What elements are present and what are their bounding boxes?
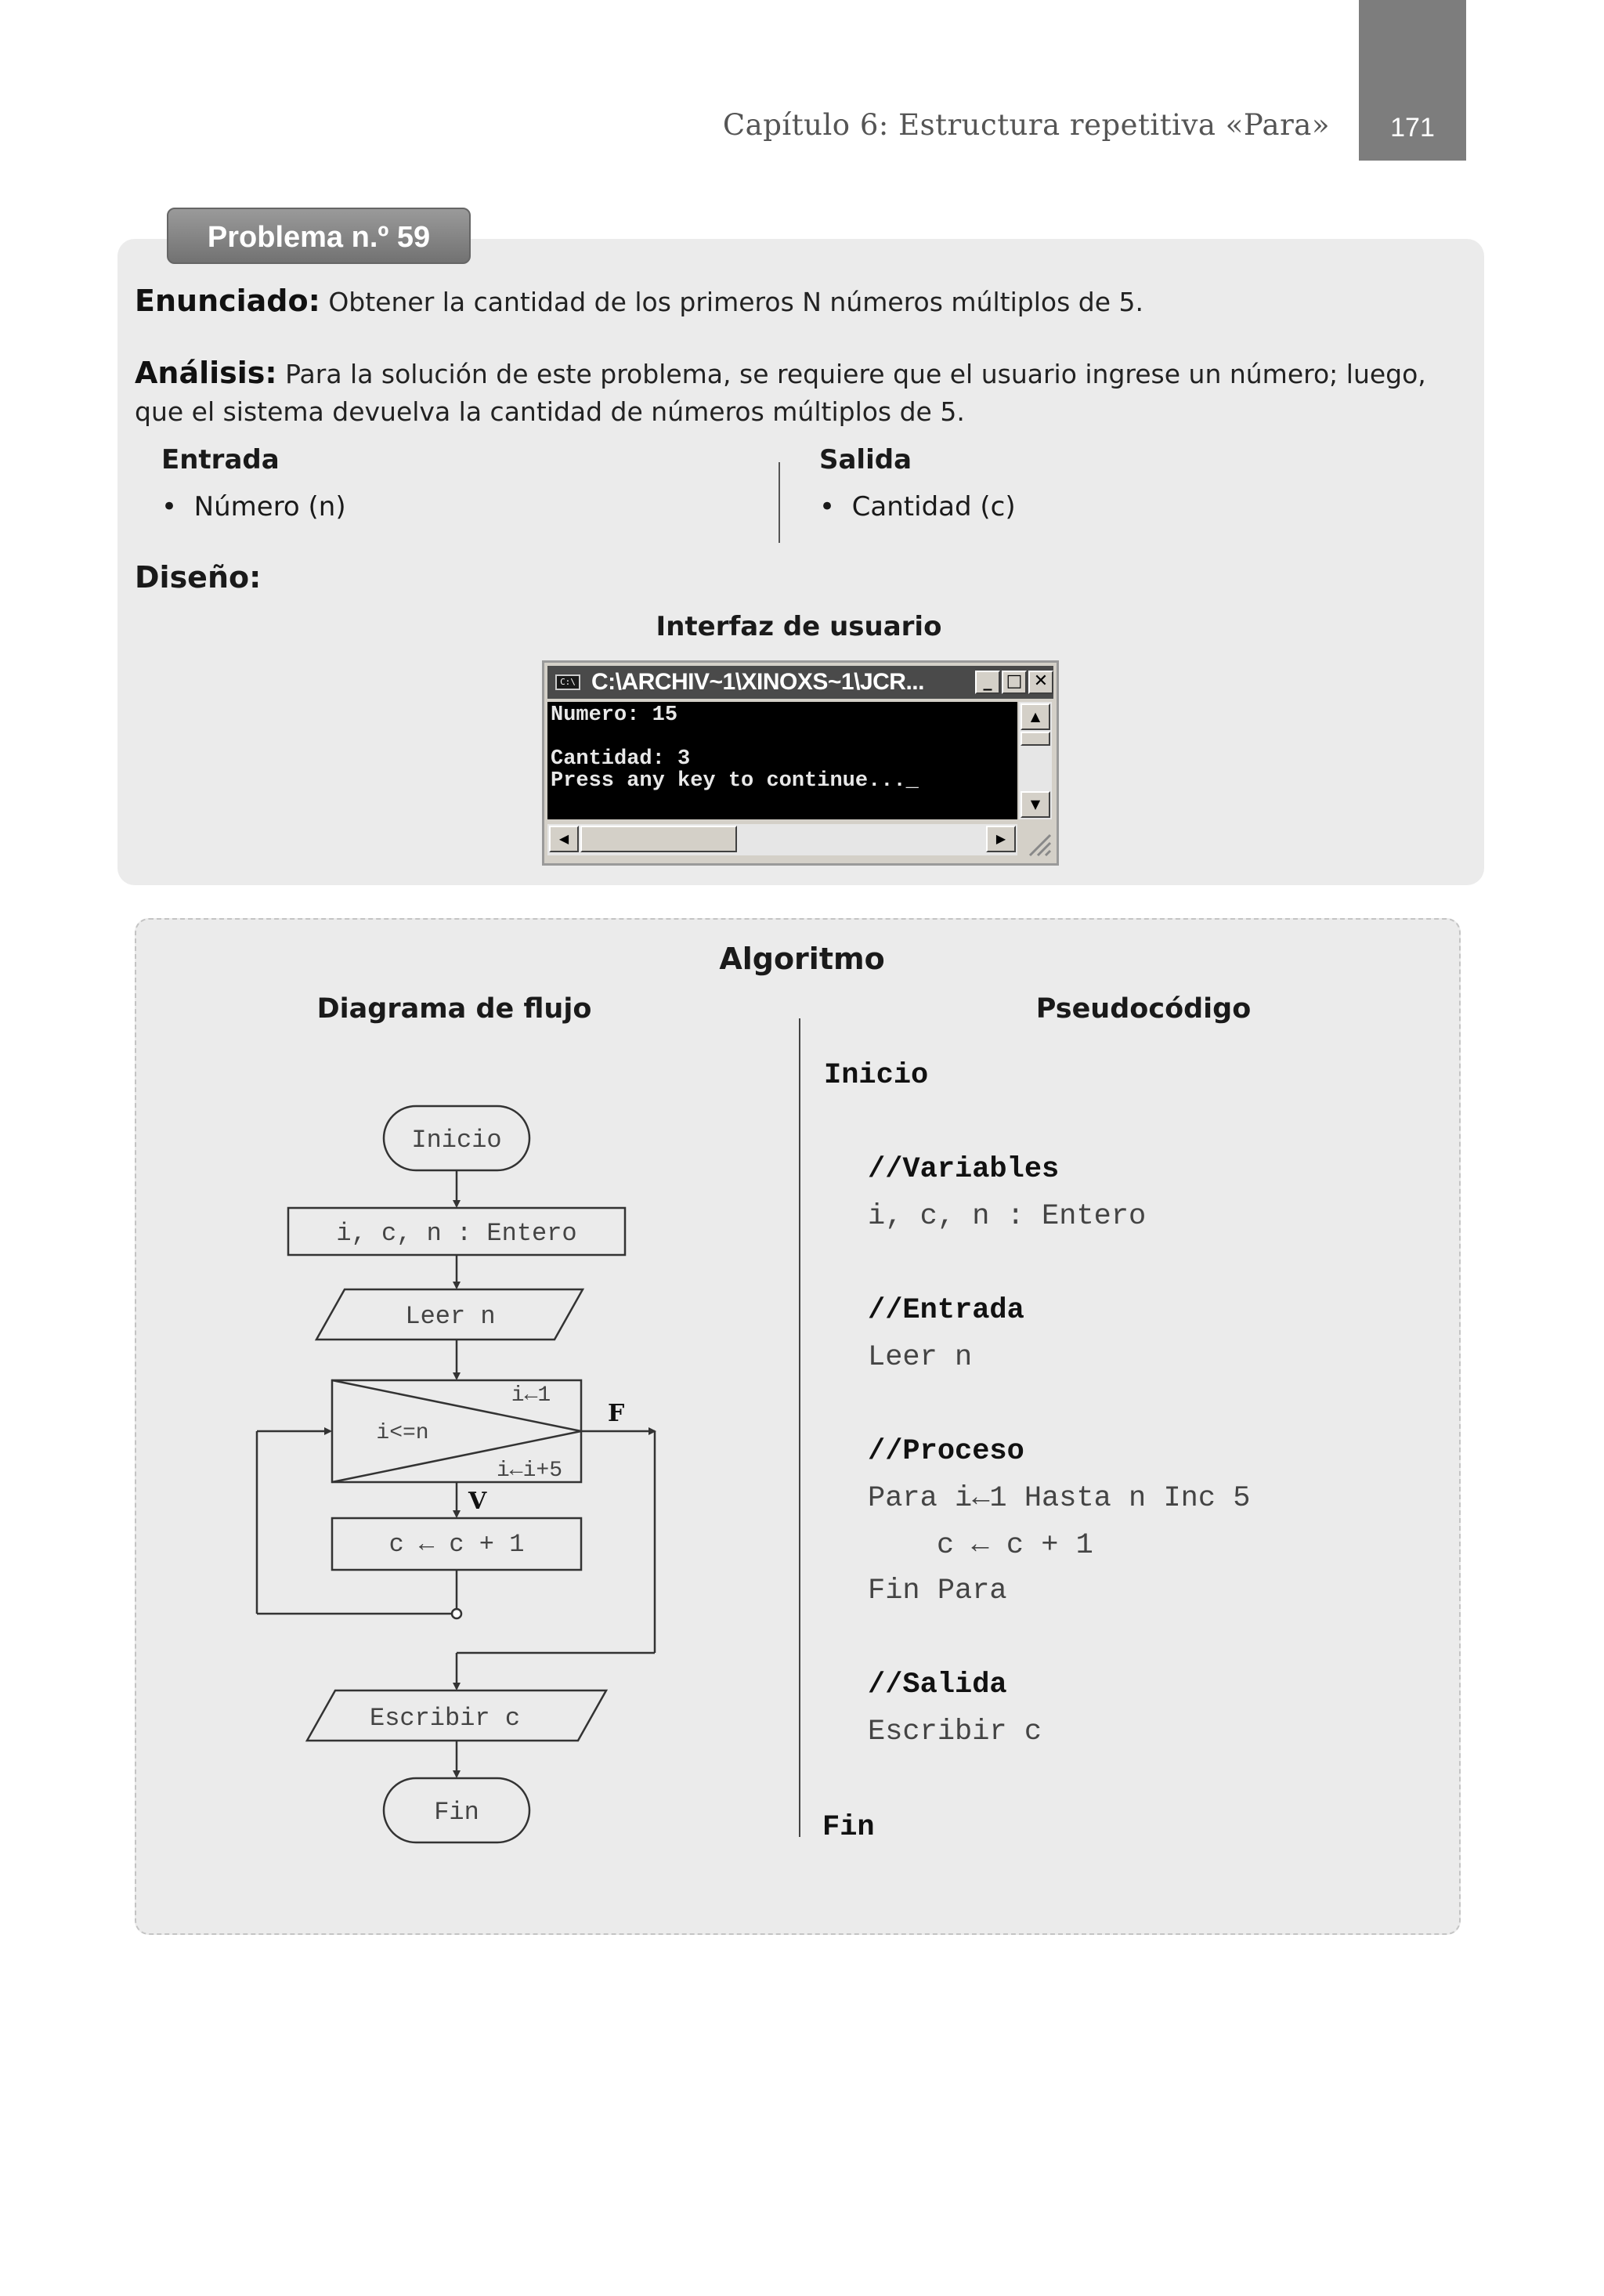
scroll-thumb[interactable] — [580, 826, 737, 852]
enunciado-text: Obtener la cantidad de los primeros N números múltiplos de 5. — [320, 287, 1143, 317]
pseudo-fin-para: Fin Para — [868, 1575, 1007, 1607]
diseno-label: Diseño: — [135, 560, 262, 595]
algorithm-divider — [799, 1018, 800, 1837]
flow-false-label: F — [608, 1400, 625, 1427]
pseudo-salida: Escribir c — [868, 1716, 1042, 1748]
salida-item — [819, 491, 1016, 522]
pseudo-comment-entrada: //Entrada — [868, 1294, 1024, 1327]
resize-grip-icon[interactable] — [1024, 829, 1052, 857]
flow-read-label: Leer n — [405, 1302, 496, 1331]
enunciado — [135, 284, 1143, 318]
pseudo-variables: i, c, n : Entero — [868, 1200, 1147, 1233]
entrada-item-text: Número (n) — [193, 491, 346, 522]
analisis-label: Análisis: — [135, 356, 277, 390]
problem-tag: Problema n.º 59 — [167, 208, 471, 264]
entrada-item — [161, 491, 346, 522]
scroll-right-icon[interactable]: ▶ — [986, 826, 1016, 852]
flow-write-label: Escribir c — [369, 1704, 521, 1733]
io-divider — [779, 462, 780, 543]
flow-end-label: Fin — [434, 1798, 479, 1827]
ui-caption: Interfaz de usuario — [656, 611, 942, 642]
flowchart-heading: Diagrama de flujo — [316, 993, 592, 1025]
flow-declare-label: i, c, n : Entero — [336, 1219, 577, 1248]
console-line: Press any key to continue..._ — [551, 769, 919, 793]
flow-start-label: Inicio — [411, 1126, 502, 1155]
horizontal-scrollbar[interactable] — [547, 824, 1017, 855]
console-titlebar[interactable] — [547, 666, 1053, 699]
pseudo-para: Para i←1 Hasta n Inc 5 — [868, 1482, 1251, 1515]
salida-item-text: Cantidad (c) — [851, 491, 1016, 522]
flowchart — [235, 1081, 674, 1849]
bullet-icon: • — [819, 491, 852, 522]
pseudocode-heading: Pseudocódigo — [1035, 993, 1252, 1025]
minimize-button[interactable]: _ — [975, 671, 1000, 694]
scroll-up-icon[interactable]: ▲ — [1021, 703, 1050, 730]
console-title: C:\ARCHIV~1\XINOXS~1\JCR... — [591, 669, 924, 695]
pseudo-entrada: Leer n — [868, 1341, 973, 1374]
pseudo-body: c ← c + 1 — [937, 1529, 1093, 1562]
salida-heading: Salida — [819, 444, 912, 475]
console-window — [542, 660, 1059, 866]
maximize-button[interactable]: □ — [1002, 671, 1027, 694]
pseudo-inicio: Inicio — [824, 1059, 929, 1092]
scroll-left-icon[interactable]: ◀ — [549, 826, 579, 852]
pseudo-comment-salida: //Salida — [868, 1669, 1007, 1701]
page-number-tab — [1359, 0, 1466, 161]
pseudo-comment-variables: //Variables — [868, 1153, 1060, 1186]
console-screen[interactable] — [547, 702, 1017, 819]
flow-loop-init: i←1 — [511, 1383, 551, 1408]
pseudo-comment-proceso: //Proceso — [868, 1435, 1024, 1468]
analisis-text: Para la solución de este problema, se requiere que el usuario ingrese un número; luego, que el sistema devuelva la cantidad de números múltiplos de 5. — [135, 359, 1426, 427]
scroll-thumb[interactable] — [1021, 732, 1050, 746]
console-line: Cantidad: 3 — [551, 747, 691, 771]
close-button[interactable]: ✕ — [1028, 671, 1053, 694]
flow-true-label: V — [468, 1488, 487, 1515]
entrada-heading: Entrada — [161, 444, 280, 475]
console-line: Numero: 15 — [551, 703, 678, 727]
page-number: 171 — [1390, 113, 1435, 143]
vertical-scrollbar[interactable] — [1019, 702, 1052, 819]
analisis — [135, 354, 1470, 431]
algorithm-title: Algoritmo — [719, 942, 885, 976]
bullet-icon: • — [161, 491, 194, 522]
console-system-icon[interactable]: C:\ — [555, 674, 580, 690]
enunciado-label: Enunciado: — [135, 284, 320, 318]
flow-loop-cond: i<=n — [376, 1421, 429, 1445]
pseudo-fin: Fin — [822, 1811, 875, 1844]
flow-loop-inc: i←i+5 — [496, 1459, 563, 1483]
flow-process-label: c ← c + 1 — [388, 1530, 525, 1559]
chapter-title: Capítulo 6: Estructura repetitiva «Para» — [722, 108, 1330, 142]
scroll-down-icon[interactable]: ▼ — [1021, 791, 1050, 818]
